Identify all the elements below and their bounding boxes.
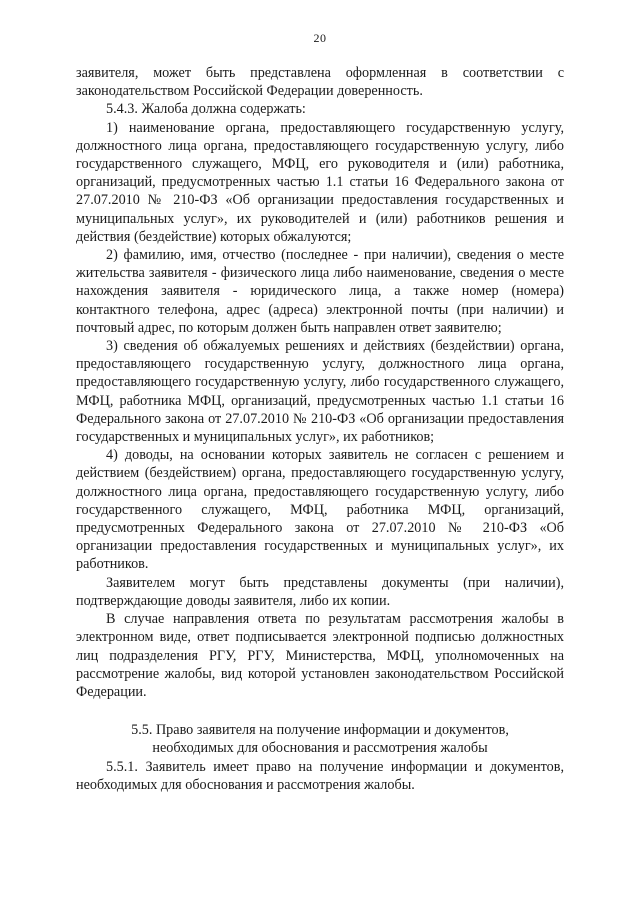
list-item-1: 1) наименование органа, предоставляющего государственную услугу, должностного лица органа, предоставляющего государственную услугу, либо государственного служащего, МФЦ, его руководителя и (или) работника, организаций, предусмотренных частью 1.1 статьи 16 Федерального закона от 27.07.2010 № 210-ФЗ «Об организации предоставления государственных и муниципальных услуг», их руководителей и (или) работников решения и действия (бездействие) которых обжалуются; [76, 119, 564, 245]
list-item-3: 3) сведения об обжалуемых решениях и действиях (бездействии) органа, предоставляющего государственную услугу, должностного лица органа, предоставляющего государственную услугу, либо государственного служащего, МФЦ, работника МФЦ, организаций, предусмотренных частью 1.1 статьи 16 Федерального закона от 27.07.2010 № 210-ФЗ «Об организации предоставления государственных и муниципальных услуг», их работников; [76, 338, 564, 446]
page-number: 20 [313, 31, 327, 45]
section-heading-line-1: 5.5. Право заявителя на получение информации и документов, [131, 722, 509, 739]
document-body [76, 64, 564, 794]
list-item-2: 2) фамилию, имя, отчество (последнее - при наличии), сведения о месте жительства заявителя - физического лица либо наименование, сведения о месте нахождения заявителя - юридического лица, а также номер (номера) контактного телефона, адрес (адреса) электронной почты (при наличии) и почтовый адрес, по которым должен быть направлен ответ заявителю; [76, 247, 564, 336]
section-heading-5-5 [76, 721, 564, 757]
paragraph-5-4-3: 5.4.3. Жалоба должна содержать: [106, 101, 306, 118]
paragraph-documents: Заявителем могут быть представлены документы (при наличии), подтверждающие доводы заявителя, либо их копии. [76, 574, 564, 609]
paragraph-5-5-1: 5.5.1. Заявитель имеет право на получение информации и документов, необходимых для обоснования и рассмотрения жалобы. [76, 758, 564, 793]
paragraph-electronic-response: В случае направления ответа по результатам рассмотрения жалобы в электронном виде, ответ подписывается электронной подписью должностных лиц подразделения РГУ, РГУ, Министерства, МФЦ, уполномоченных на рассмотрение жалобы, вид которой установлен законодательством Российской Федерации. [76, 611, 564, 700]
section-spacer [76, 701, 564, 721]
list-item-4: 4) доводы, на основании которых заявитель не согласен с решением и действием (бездействием) органа, предоставляющего государственную услугу, должностного лица органа, предоставляющего государственную услугу, либо государственного служащего, МФЦ, работника МФЦ, организаций, предусмотренных Федерального закона от 27.07.2010 № 210-ФЗ «Об организации предоставления государственных и муниципальных услуг», их работников. [76, 447, 564, 573]
paragraph-continuation: заявителя, может быть представлена оформленная в соответствии с законодательством Российской Федерации доверенность. [76, 65, 564, 100]
section-heading-line-2: необходимых для обоснования и рассмотрения жалобы [152, 740, 488, 757]
